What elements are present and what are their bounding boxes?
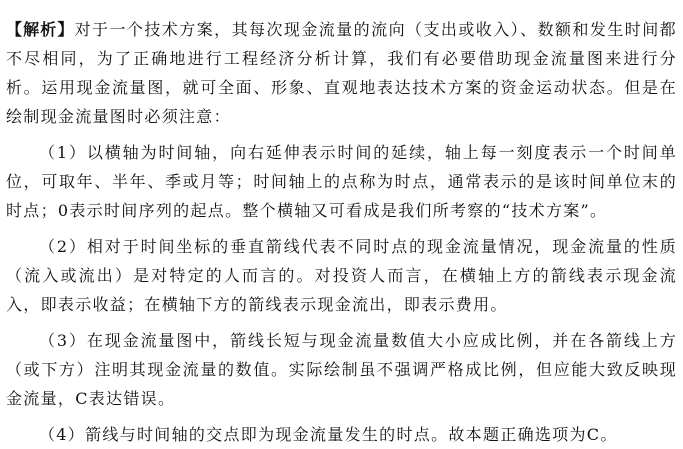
point-1-paragraph: （1）以横轴为时间轴，向右延伸表示时间的延续，轴上每一刻度表示一个时间单位，可取年、半年、季或月等；时间轴上的点称为时点，通常表示的是该时间单位末的时点；0表示时间序列的起点。整个横轴又可看成是我们所考察的“技术方案”。 (6, 143, 677, 220)
point-2-paragraph: （2）相对于时间坐标的垂直箭线代表不同时点的现金流量情况，现金流量的性质（流入或流出）是对特定的人而言的。对投资人而言，在横轴上方的箭线表示现金流入，即表示收益；在横轴下方的箭线表示现金流出，即表示费用。 (6, 237, 677, 314)
analysis-intro-paragraph (6, 15, 677, 131)
point-3-paragraph: （3）在现金流量图中，箭线长短与现金流量数值大小应成比例，并在各箭线上方（或下方）注明其现金流量的数值。实际绘制虽不强调严格成比例，但应能大致反映现金流量，C表达错误。 (6, 331, 677, 408)
intro-text: 对于一个技术方案，其每次现金流量的流向（支出或收入）、数额和发生时间都不尽相同，为了正确地进行工程经济分析计算，我们有必要借助现金流量图来进行分析。运用现金流量图，就可全面、形象、直观地表达技术方案的资金运动状态。但是在绘制现金流量图时必须注意： (6, 20, 677, 126)
analysis-label: 【解析】 (6, 20, 75, 39)
point-4-paragraph: （4）箭线与时间轴的交点即为现金流量发生的时点。故本题正确选项为C。 (39, 425, 618, 444)
